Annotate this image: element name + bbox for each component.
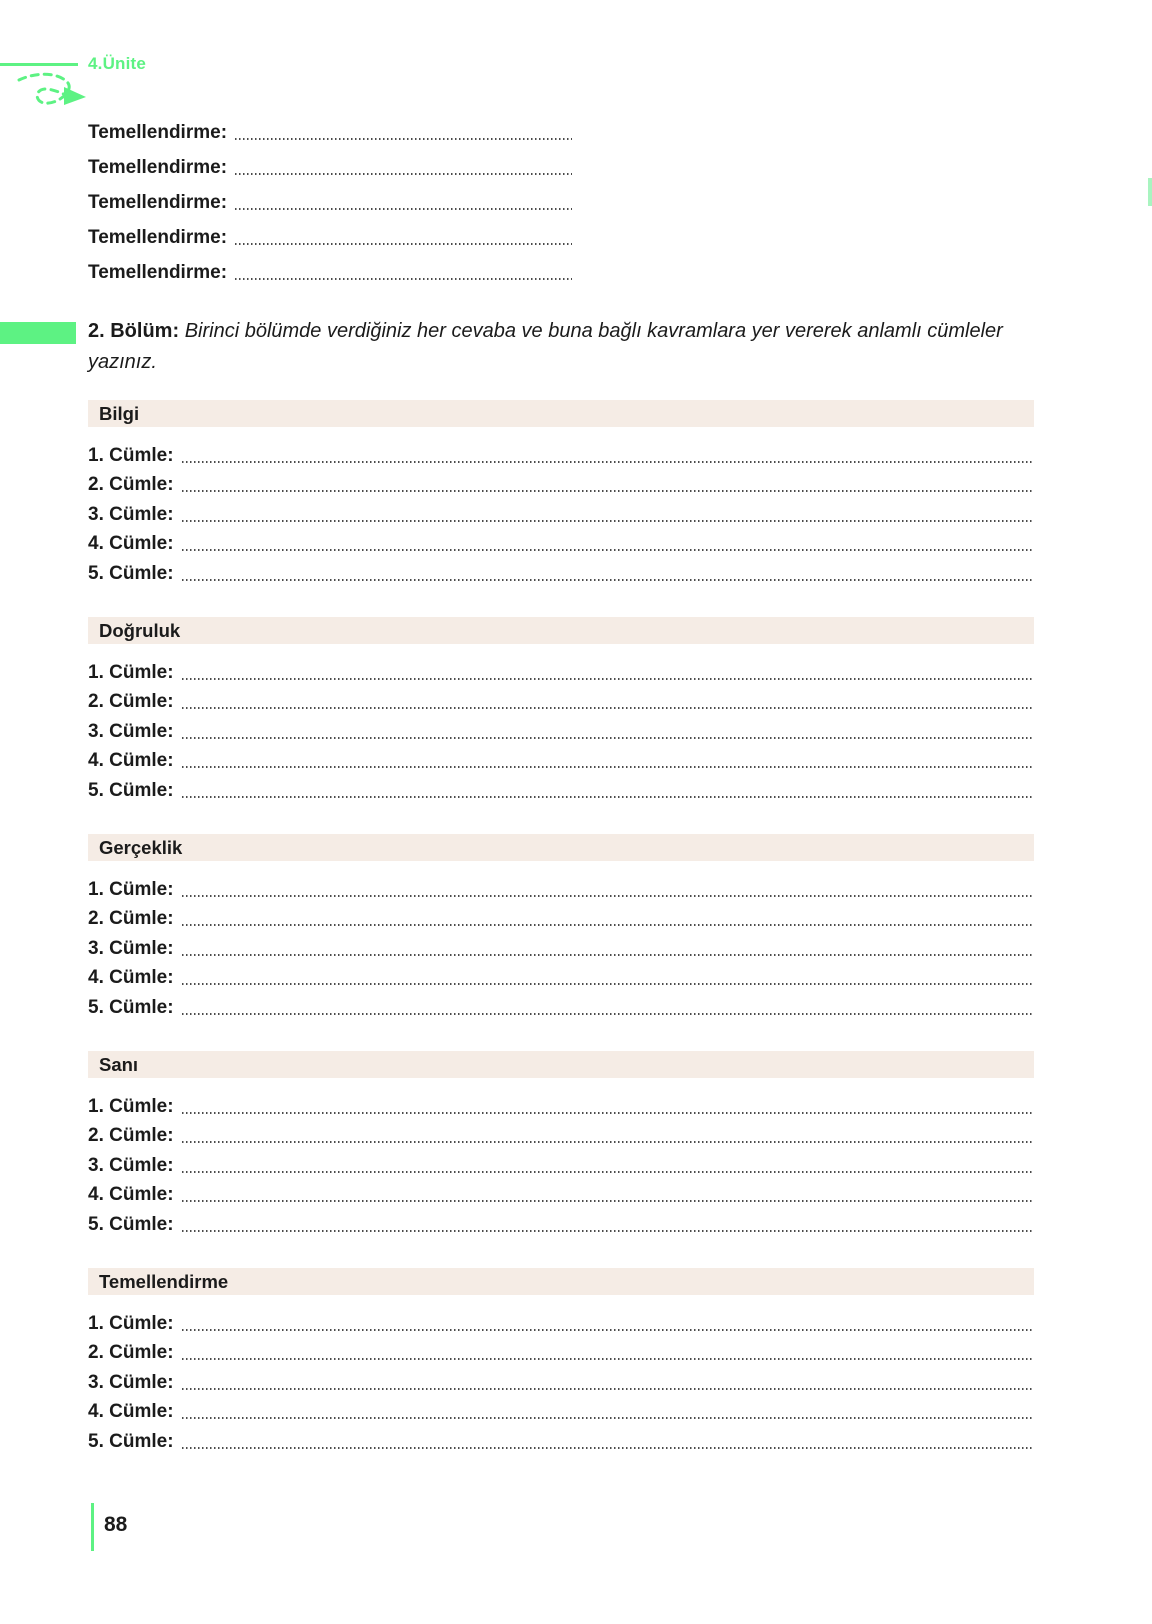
sentence-blank-line[interactable] (182, 1417, 1034, 1419)
temellendirme-blank-line[interactable] (235, 208, 572, 210)
sentence-blank-line[interactable] (182, 1230, 1034, 1232)
temellendirme-field (88, 145, 572, 180)
sentence-rows (88, 1306, 1034, 1454)
sentence-label: 4. Cümle: (88, 1401, 174, 1422)
concept-section (88, 617, 1034, 834)
temellendirme-label: Temellendirme: (88, 262, 228, 283)
sentence-field (88, 902, 1034, 932)
sentence-blank-line[interactable] (182, 924, 1034, 926)
sentence-blank-line[interactable] (182, 796, 1034, 798)
sentence-label: 2. Cümle: (88, 908, 174, 929)
sentence-field (88, 655, 1034, 685)
part2-title: 2. Bölüm: (88, 320, 180, 342)
sentence-blank-line[interactable] (182, 520, 1034, 522)
temellendirme-label: Temellendirme: (88, 157, 228, 178)
sentence-blank-line[interactable] (182, 1358, 1034, 1360)
temellendirme-blank-line[interactable] (235, 278, 572, 280)
concept-section (88, 400, 1034, 617)
unit-header-rule (0, 63, 78, 66)
sentence-field (88, 1395, 1034, 1425)
temellendirme-blank-line[interactable] (235, 173, 572, 175)
sentence-field (88, 556, 1034, 586)
sentence-blank-line[interactable] (182, 678, 1034, 680)
sentence-label: 5. Cümle: (88, 1213, 174, 1235)
temellendirme-label: Temellendirme: (88, 122, 228, 143)
page-number-rule (91, 1503, 94, 1551)
sentence-blank-line[interactable] (182, 1329, 1034, 1331)
sentence-blank-line[interactable] (182, 1447, 1034, 1449)
temellendirme-label: Temellendirme: (88, 192, 228, 213)
concept-section (88, 1268, 1034, 1485)
sentence-blank-line[interactable] (182, 1013, 1034, 1015)
section-header (88, 400, 1034, 427)
sentence-blank-line[interactable] (182, 579, 1034, 581)
sentence-label: 5. Cümle: (88, 996, 174, 1018)
sentence-label: 3. Cümle: (88, 503, 174, 525)
sentence-blank-line[interactable] (182, 490, 1034, 492)
section-header-label: Gerçeklik (99, 836, 183, 858)
section-marker-bar (0, 322, 76, 344)
sentence-label: 3. Cümle: (88, 937, 174, 959)
sentence-field (88, 1178, 1034, 1208)
sentence-field (88, 961, 1034, 991)
sentence-field (88, 1148, 1034, 1178)
unit-label: 4.Ünite (88, 54, 147, 73)
sentence-blank-line[interactable] (182, 1388, 1034, 1390)
top-temellendirme-fields (88, 110, 572, 285)
sentence-field (88, 744, 1034, 774)
sentence-field (88, 1089, 1034, 1119)
section-header-label: Temellendirme (99, 1270, 229, 1292)
sentence-field (88, 685, 1034, 715)
sentence-label: 2. Cümle: (88, 1342, 174, 1363)
sentence-blank-line[interactable] (182, 1171, 1034, 1173)
part2-instruction-text: Birinci bölümde verdiğiniz her cevaba ve buna bağlı kavramlara yer vererek anlamlı cümleler yazınız. (88, 320, 1003, 373)
sentence-rows (88, 1089, 1034, 1237)
sentence-field (88, 773, 1034, 803)
part2-instruction-block (88, 316, 1003, 378)
section-header (88, 1268, 1034, 1295)
section-header (88, 834, 1034, 861)
sentence-field (88, 527, 1034, 557)
sentence-label: 5. Cümle: (88, 562, 174, 584)
sentence-label: 2. Cümle: (88, 691, 174, 712)
sentence-rows (88, 655, 1034, 803)
sentence-blank-line[interactable] (182, 1112, 1034, 1114)
sentence-label: 3. Cümle: (88, 720, 174, 742)
temellendirme-field (88, 110, 572, 145)
sentence-blank-line[interactable] (182, 895, 1034, 897)
sentence-rows (88, 438, 1034, 586)
concept-section (88, 834, 1034, 1051)
sentence-field (88, 1306, 1034, 1336)
sentence-field (88, 714, 1034, 744)
sentence-blank-line[interactable] (182, 1141, 1034, 1143)
sentence-field (88, 468, 1034, 498)
sentence-label: 4. Cümle: (88, 1184, 174, 1205)
sentence-label: 4. Cümle: (88, 750, 174, 771)
section-header-label: Bilgi (99, 402, 140, 424)
sentence-label: 4. Cümle: (88, 967, 174, 988)
sentence-blank-line[interactable] (182, 954, 1034, 956)
sentence-field (88, 1207, 1034, 1237)
sentence-label: 4. Cümle: (88, 533, 174, 554)
section-header-label: Doğruluk (99, 619, 181, 641)
page-number: 88 (104, 1513, 128, 1536)
temellendirme-blank-line[interactable] (235, 138, 572, 140)
sentence-field (88, 1336, 1034, 1366)
sentence-label: 1. Cümle: (88, 1312, 174, 1334)
sentence-blank-line[interactable] (182, 707, 1034, 709)
sentence-blank-line[interactable] (182, 766, 1034, 768)
sentence-blank-line[interactable] (182, 983, 1034, 985)
sentence-blank-line[interactable] (182, 549, 1034, 551)
section-header (88, 1051, 1034, 1078)
sentence-label: 5. Cümle: (88, 1430, 174, 1452)
sentence-field (88, 1424, 1034, 1454)
sentence-label: 5. Cümle: (88, 779, 174, 801)
temellendirme-field (88, 215, 572, 250)
section-header (88, 617, 1034, 644)
sentence-blank-line[interactable] (182, 1200, 1034, 1202)
concept-section (88, 1051, 1034, 1268)
sentence-blank-line[interactable] (182, 737, 1034, 739)
sentence-blank-line[interactable] (182, 461, 1034, 463)
sentence-label: 2. Cümle: (88, 1125, 174, 1146)
temellendirme-blank-line[interactable] (235, 243, 572, 245)
sentence-field (88, 990, 1034, 1020)
sentence-field (88, 497, 1034, 527)
sentence-field (88, 1365, 1034, 1395)
sentence-label: 1. Cümle: (88, 878, 174, 900)
temellendirme-field (88, 180, 572, 215)
sentence-label: 1. Cümle: (88, 444, 174, 466)
page-edge-tab (1148, 178, 1152, 206)
section-header-label: Sanı (99, 1053, 139, 1075)
concept-sections (88, 400, 1034, 1485)
sentence-label: 3. Cümle: (88, 1371, 174, 1393)
temellendirme-label: Temellendirme: (88, 227, 228, 248)
sentence-field (88, 1119, 1034, 1149)
sentence-field (88, 931, 1034, 961)
sentence-label: 2. Cümle: (88, 474, 174, 495)
sentence-label: 3. Cümle: (88, 1154, 174, 1176)
sentence-field (88, 872, 1034, 902)
sentence-field (88, 438, 1034, 468)
sentence-label: 1. Cümle: (88, 1095, 174, 1117)
sentence-label: 1. Cümle: (88, 661, 174, 683)
sentence-rows (88, 872, 1034, 1020)
temellendirme-field (88, 250, 572, 285)
